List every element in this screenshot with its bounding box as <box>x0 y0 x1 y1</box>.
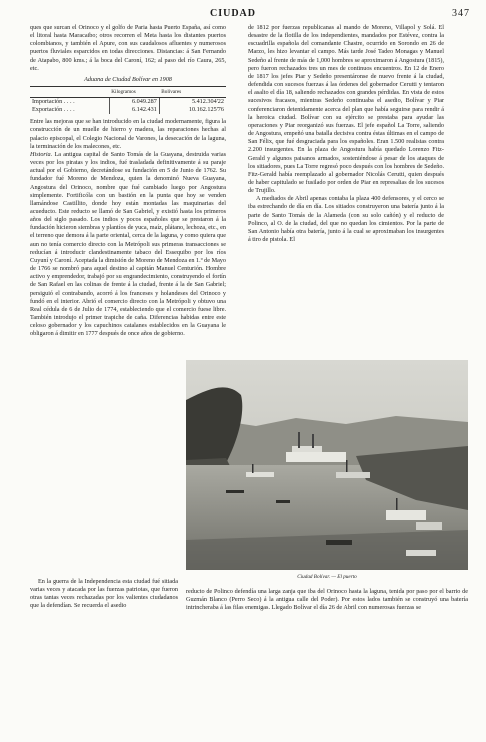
paragraph: ques que surcan el Orinoco y el golfo de Paria hasta Puerto España, así como el litoral hasta Maracaibo; otros recorren el Meta hasta los distantes puertos colombianos, y también el Apure, con sus caudalosos afluentes y numerosos puertos fluviales esparcidos en todas direcciones. Distancias: á San Fernando de Atapabo, 800 kms.; á la boca del Caroní, 162; al paso del río Caura, 265, etc. <box>30 24 226 72</box>
kilograms-value: 6.142.431 <box>109 106 159 114</box>
section-lead: Historia. <box>30 150 53 158</box>
harbor-illustration <box>186 360 468 570</box>
left-column <box>30 24 226 354</box>
running-title: CIUDAD <box>210 8 256 19</box>
kilograms-value: 6.049.287 <box>109 98 159 107</box>
table-caption: Aduana de Ciudad Bolívar en 1908 <box>84 75 172 83</box>
right-column <box>248 24 444 354</box>
bolivares-value: 10.162.125'76 <box>159 106 226 114</box>
paragraph: En la guerra de la Independencia esta ciudad fué sitiada varias veces y atacada por las fuerzas patriotas, que fueron otras tantas veces rechazadas por los valientes ciudadanos que la defendían. Se recuerda el asedio <box>30 578 178 610</box>
paragraph-history <box>30 151 226 339</box>
harbor-photograph <box>186 360 468 570</box>
bolivares-value: 5.412.304'22 <box>159 98 226 107</box>
table-row <box>30 98 226 107</box>
bottom-left-column <box>30 578 178 728</box>
paragraph-text: La antigua capital de Santo Tomás de la Guayana, destruida varias veces por los piratas y los indios, fué trasladada definitivamente á su paraje actual por el Gobierno, decretándose su fundación en 5 de Junio de 1762. Su fundador fué Moreno de Mendoza, quien la denominó Nueva Guayana, Angostura del Orinoco, nombre que fué cambiado luego por Angostura simplemente. Fortificóla con un bastión en la punta que hoy se venden llamándose Castillito, donde hoy están montadas las maquinarias del acueducto. Este reducto se llamó de San Gabriel, y existió hasta los primeros años del siglo pasado. Los indios y pocos españoles que se prestaron á la fundación hicieron siembras y plantíos de yuca, maíz, plátano, lechoza, etc., en el terreno que demora á la parte oriental, cerca de la laguna, y como quiera que aun no tenía comercio directo con la Metrópoli sus primeras transacciones se reducían á introducir clandestinamente tabaco del Essequibo por los ríos Cuyuní y Caroní. Aceptada la dimisión de Moreno de Mendoza en 1.º de Mayo de 1766 se nombró para aquel destino al capitán Manuel Centurión. Hombre activo y emprendedor, trabajó por su engrandecimiento, construyendo el fortín de San Rafael en las colinas de frente á la ciudad, frente á la de San Gabriel; persiguió el contrabando, acorró á los franceses y holandeses del Orinoco y fundó en el interior. Abrió el comercio directo con la Metrópoli y obtuvo una Real cédula de 6 de Julio de 1774, estableciendo que el comercio fuese libre. También introdujo el primer trapiche de caña. Diferencias habidas entre este celoso gobernador y los capuchinos catalanes establecidos en la Guayana le obligaron á dimitir en 1777 después de once años de gobierno. <box>30 150 226 338</box>
row-label: Exportación . . . . <box>32 106 75 114</box>
paragraph: Entre las mejoras que se han introducido en la ciudad modernamente, figura la construcción de un muelle de hierro y madera, las reparaciones hechas al palacio episcopal, el Colegio Nacional de Varones, la desecación de la laguna, la terminación de los malecones, etc. <box>30 118 226 150</box>
row-label: Importación . . . . <box>32 98 75 106</box>
bottom-right-column <box>186 588 468 728</box>
customs-table <box>30 86 226 114</box>
photo-caption: Ciudad Bolívar. — El puerto <box>297 574 357 580</box>
page-header <box>24 6 470 22</box>
paragraph: reducto de Polinco defendía una larga zanja que iba del Orinoco hasta la laguna, tenida por paso por el barrio de Guzmán Blanco (Perro Seco) á la antigua calle del Poder). Por estos lados también se construyó una batería intrincheraba á las filas enemigas. Llegado Bolívar el día 26 de Abril con numerosas fuerzas se <box>186 588 468 612</box>
paragraph: de 1812 por fuerzas republicanas al mando de Moreno, Villapol y Solá. El desastre de la flotilla de los independientes, mandados por Estévez, contra la escuadrilla española del comandante Chastre, ocurrido en Sorondo en 26 de Marzo, les hizo levantar el campo. Más tarde José Tadeo Monagas y Manuel Sedeño al frente de más de 1,000 hombres se aproximaron á Angostura (1815), pero fueron rechazados tres un mes de continuos encuentros. En 12 de Enero de 1817 los jefes Piar y Sedeño presentáronse de nuevo frente á la ciudad, defendida con sucesos fuerzas á las órdenes del gobernador Cerutti y tentaron el asalto el día 18, saliendo rechazados con grandes pérdidas. En vista de estos sucesivos fracasos, mientras Sedeño continuaba el asedio, Bolívar y Piar conferenciaron detenidamente acerca del plan que había seguirse para rendir á la heroica ciudad. Bolívar con su ejército se prestaba para ayudar las operaciones y Piar reorganizó sus fuerzas. El jefe español La Torre, saliendo de Angostura, empeñó una batalla decisiva contra éstas últimas en el campo de San Félix, que fué desgraciada para los españoles. Eran 1.500 realistas contra 2.200 insurgentes. En la plaza de Angostura había quedado Lorenzo Fitz-Gerald y algunos paisanos armados, sosteniéndose á pesar de los ataques de los sitiadores, pues La Torre regresó poco después con los hombres de Sedeño. Fitz-Gerald había reemplazado al gobernador Nicolás Cerutti, quien después de haber capitulado se fusilado por orden de Piar en represalias de los sucesos de Trujillo. <box>248 24 444 195</box>
table-header-row <box>30 87 226 98</box>
paragraph: A mediados de Abril apenas contaba la plaza 400 defensores, y el cerco se iba estrechando de día en día. Los sitiados construyeron una batería junto á la parte de Santo Tomás de la Alameda (con su solo cañón) y el reducto de Polinco, al O. de la ciudad, del que no quedan los cimientos. Por la parte de San Antonio había otra batería, junto á la cual se aproximaban los insurgentes á tiro de pistola. El <box>248 195 444 244</box>
page-number: 347 <box>452 8 470 19</box>
table-header: Bolívares <box>159 87 226 98</box>
table-row <box>30 106 226 114</box>
table-header <box>30 87 109 98</box>
table-header: Kilogramos <box>109 87 159 98</box>
